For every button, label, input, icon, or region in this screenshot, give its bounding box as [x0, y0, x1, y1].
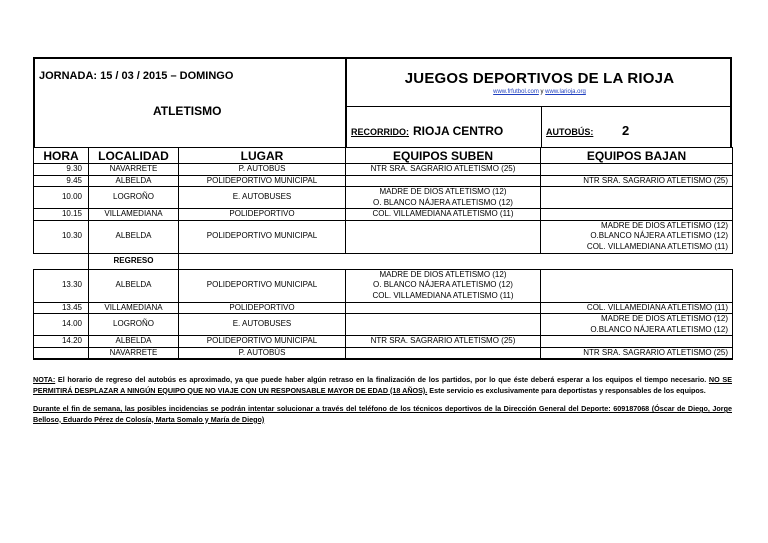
- header-right-panel: [347, 59, 730, 147]
- sport-name: ATLETISMO: [153, 104, 222, 118]
- regreso-label: REGRESO: [89, 253, 179, 269]
- cell-lugar: POLIDEPORTIVO: [179, 302, 346, 314]
- schedule-sheet: [33, 57, 732, 360]
- cell-hora: 9.30: [34, 164, 89, 176]
- col-localidad: LOCALIDAD: [89, 148, 179, 164]
- cell-suben: [346, 220, 541, 253]
- cell-lugar: E. AUTOBUSES: [179, 314, 346, 336]
- table-row: [34, 220, 733, 253]
- cell-localidad: VILLAMEDIANA: [89, 302, 179, 314]
- cell-localidad: VILLAMEDIANA: [89, 209, 179, 221]
- table-row: [34, 347, 733, 359]
- cell-localidad: ALBELDA: [89, 336, 179, 348]
- cell-hora: 9.45: [34, 175, 89, 187]
- col-lugar: LUGAR: [179, 148, 346, 164]
- team-line: MADRE DE DIOS ATLETISMO (12): [379, 187, 507, 196]
- nota-paragraph: [33, 375, 732, 396]
- cell-lugar: POLIDEPORTIVO: [179, 209, 346, 221]
- page-title: JUEGOS DEPORTIVOS DE LA RIOJA: [404, 70, 675, 87]
- footer-notes: [33, 375, 732, 433]
- cell-hora: 13.45: [34, 302, 89, 314]
- cell-suben: COL. VILLAMEDIANA ATLETISMO (11): [346, 209, 541, 221]
- cell-suben: NTR SRA. SAGRARIO ATLETISMO (25): [346, 336, 541, 348]
- link-separator: y: [540, 89, 544, 95]
- cell-bajan: [541, 220, 733, 253]
- cell-suben: NTR SRA. SAGRARIO ATLETISMO (25): [346, 164, 541, 176]
- cell-localidad: NAVARRETE: [89, 164, 179, 176]
- cell-lugar: P. AUTOBÚS: [179, 164, 346, 176]
- cell-suben: [346, 314, 541, 336]
- cell-hora: 10.30: [34, 220, 89, 253]
- team-line: O. BLANCO NÁJERA ATLETISMO (12): [373, 197, 513, 207]
- nota-tail: Este servicio es exclusivamente para deportistas y responsables de los equipos.: [427, 385, 706, 395]
- col-equipos-bajan: EQUIPOS BAJAN: [541, 148, 733, 164]
- cell-bajan: [541, 336, 733, 348]
- cell-lugar: POLIDEPORTIVO MUNICIPAL: [179, 336, 346, 348]
- team-line: O.BLANCO NÁJERA ATLETISMO (12): [590, 231, 728, 241]
- route-row: [347, 106, 730, 148]
- team-line: COL. VILLAMEDIANA ATLETISMO (11): [586, 241, 728, 251]
- nota-text: El horario de regreso del autobús es aproximado, ya que puede haber algún retraso en la finalización de los partidos, por lo que éste deberá esperar a los equipos el tiempo necesario.: [55, 375, 709, 384]
- team-line: O. BLANCO NÁJERA ATLETISMO (12): [373, 280, 513, 290]
- sheet-header: [33, 57, 732, 147]
- larioja-link[interactable]: www.larioja.org: [545, 89, 586, 95]
- cell-localidad: LOGROÑO: [89, 187, 179, 209]
- table-row: [34, 175, 733, 187]
- jornada-date: JORNADA: 15 / 03 / 2015 – DOMINGO: [39, 70, 234, 82]
- cell-lugar: P. AUTOBÚS: [179, 347, 346, 359]
- nota-label: NOTA:: [33, 375, 56, 384]
- team-line: COL. VILLAMEDIANA ATLETISMO (11): [372, 290, 514, 300]
- cell-suben: [346, 175, 541, 187]
- autobus-cell: [542, 107, 730, 148]
- autobus-label: AUTOBÚS:: [546, 127, 594, 137]
- cell-suben: [346, 187, 541, 209]
- nota-warning: NO SE PERMITIRÁ DESPLAZAR A NINGÚN EQUIPO QUE NO VIAJE CON UN RESPONSABLE MAYOR DE EDAD (18 AÑOS).: [33, 375, 732, 395]
- recorrido-value: RIOJA CENTRO: [413, 124, 504, 138]
- cell-hora: [34, 347, 89, 359]
- team-line: MADRE DE DIOS ATLETISMO (12): [379, 269, 507, 279]
- header-left-panel: [35, 59, 347, 147]
- cell-bajan: COL. VILLAMEDIANA ATLETISMO (11): [541, 302, 733, 314]
- recorrido-label: RECORRIDO:: [351, 127, 409, 137]
- table-row: [34, 302, 733, 314]
- cell-bajan: [541, 314, 733, 336]
- team-line: MADRE DE DIOS ATLETISMO (12): [601, 220, 728, 230]
- recorrido-cell: [347, 107, 542, 148]
- cell-hora: 13.30: [34, 269, 89, 302]
- cell-localidad: NAVARRETE: [89, 347, 179, 359]
- incidencias-paragraph: Durante el fin de semana, las posibles incidencias se podrán intentar solucionar a través del teléfono de los técnicos deportivos de la Dirección General del Deporte: 609187068 (Óscar de Diego, Jorge Belloso, Eduardo Pérez de Colosía, Marta Somalo y María de Diego): [33, 404, 732, 424]
- cell-bajan: [541, 269, 733, 302]
- cell-lugar: E. AUTOBUSES: [179, 187, 346, 209]
- regreso-spacer: [34, 253, 89, 269]
- cell-suben: [346, 269, 541, 302]
- table-row: [34, 269, 733, 302]
- autobus-number: 2: [622, 123, 630, 138]
- cell-hora: 14.00: [34, 314, 89, 336]
- cell-hora: 10.15: [34, 209, 89, 221]
- cell-bajan: NTR SRA. SAGRARIO ATLETISMO (25): [541, 175, 733, 187]
- cell-bajan: [541, 164, 733, 176]
- col-hora: HORA: [34, 148, 89, 164]
- table-row: [34, 164, 733, 176]
- regreso-row: [34, 253, 733, 269]
- table-row: [34, 336, 733, 348]
- team-line: MADRE DE DIOS ATLETISMO (12): [601, 314, 728, 323]
- cell-lugar: POLIDEPORTIVO MUNICIPAL: [179, 175, 346, 187]
- schedule-table: [33, 147, 733, 360]
- cell-suben: [346, 347, 541, 359]
- cell-localidad: LOGROÑO: [89, 314, 179, 336]
- table-row: [34, 187, 733, 209]
- frfutbol-link[interactable]: www.frfutbol.com: [493, 89, 539, 95]
- cell-localidad: ALBELDA: [89, 220, 179, 253]
- cell-localidad: ALBELDA: [89, 269, 179, 302]
- cell-suben: [346, 302, 541, 314]
- col-equipos-suben: EQUIPOS SUBEN: [346, 148, 541, 164]
- cell-bajan: NTR SRA. SAGRARIO ATLETISMO (25): [541, 347, 733, 359]
- regreso-spacer: [179, 253, 733, 269]
- table-header-row: [34, 148, 733, 164]
- cell-bajan: [541, 187, 733, 209]
- cell-bajan: [541, 209, 733, 221]
- header-links: [347, 89, 732, 95]
- cell-hora: 10.00: [34, 187, 89, 209]
- cell-lugar: POLIDEPORTIVO MUNICIPAL: [179, 269, 346, 302]
- team-line: O.BLANCO NÁJERA ATLETISMO (12): [590, 324, 728, 334]
- table-row: [34, 209, 733, 221]
- cell-hora: 14.20: [34, 336, 89, 348]
- table-row: [34, 314, 733, 336]
- cell-lugar: POLIDEPORTIVO MUNICIPAL: [179, 220, 346, 253]
- cell-localidad: ALBELDA: [89, 175, 179, 187]
